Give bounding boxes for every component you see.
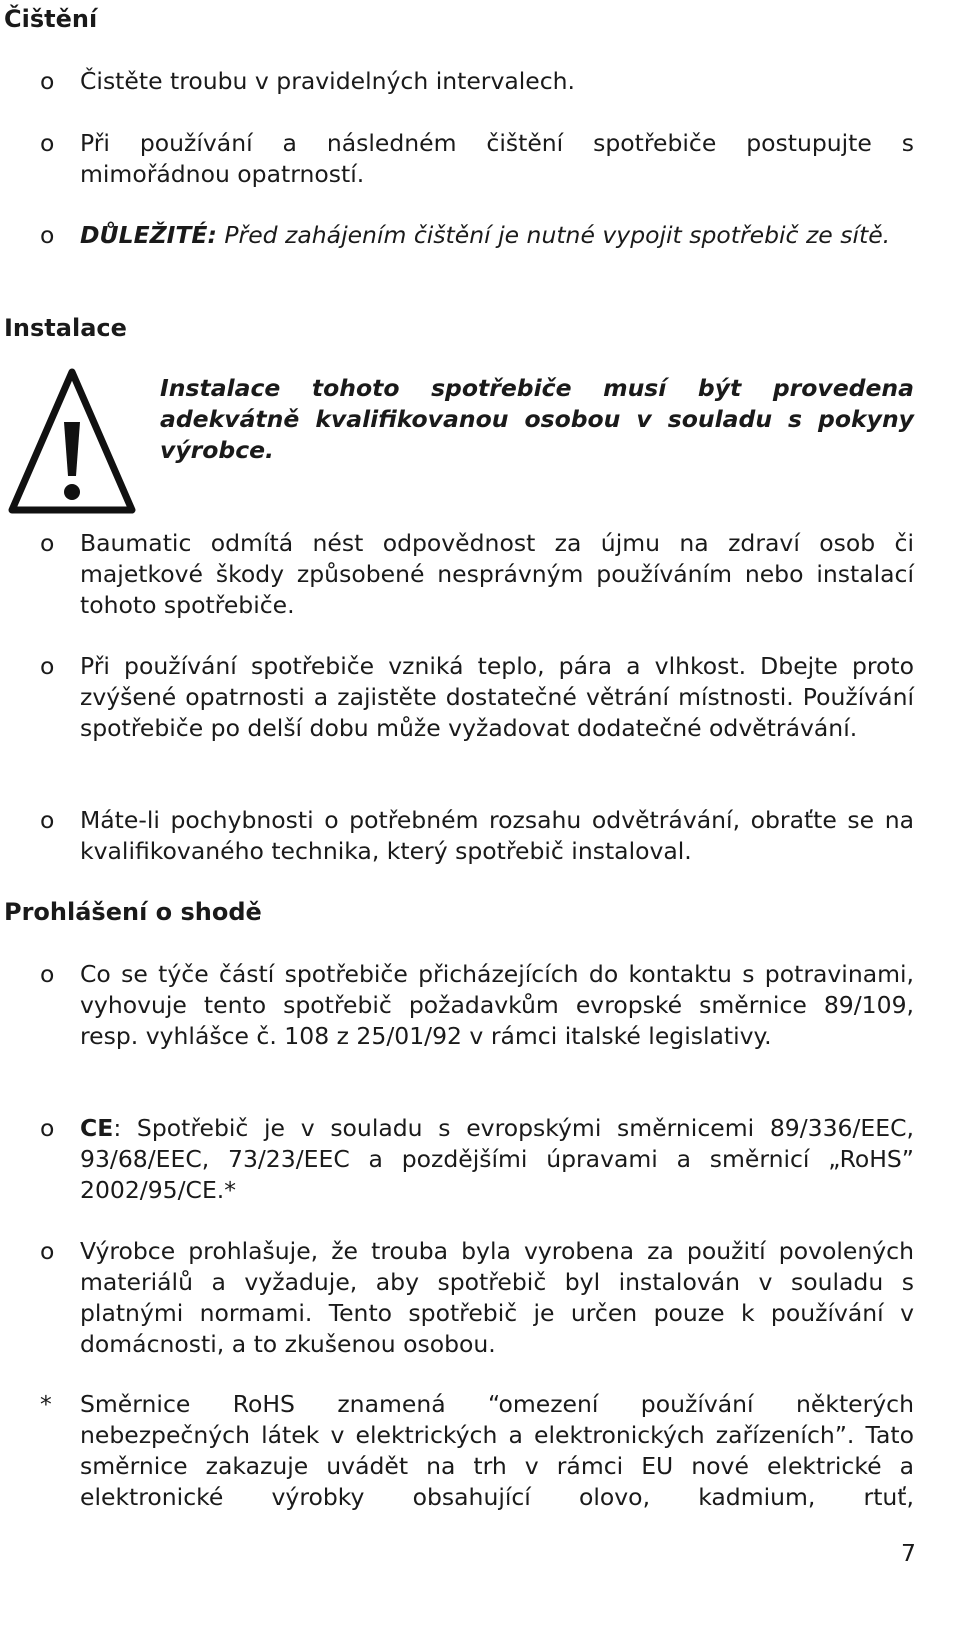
installation-item-1: Baumatic odmítá nést odpovědnost za újmu na zdraví osob či majetkové škody způsobené nesprávným používáním nebo instalací tohoto spotřebiče. bbox=[80, 529, 914, 619]
heading-cleaning: Čištění bbox=[4, 5, 98, 33]
bullet-marker: o bbox=[40, 1114, 55, 1142]
cleaning-item-2: Při používání a následném čištění spotřebiče postupujte s mimořádnou opatrností. bbox=[80, 129, 914, 188]
warning-triangle-icon bbox=[8, 368, 136, 514]
declaration-item-3: Výrobce prohlašuje, že trouba byla vyrobena za použití povolených materiálů a vyžaduje, aby spotřebič byl instalován v souladu s platnými normami. Tento spotřebič je určen pouze k používání v domácnosti, a to zkušenou osobou. bbox=[80, 1237, 914, 1358]
bullet-marker: o bbox=[40, 221, 55, 249]
bullet-marker: o bbox=[40, 67, 55, 95]
heading-declaration: Prohlášení o shodě bbox=[4, 898, 262, 926]
bullet-marker: o bbox=[40, 652, 55, 680]
bullet-marker: o bbox=[40, 129, 55, 157]
installation-item-3: Máte-li pochybnosti o potřebném rozsahu odvětrávání, obraťte se na kvalifikovaného technika, který spotřebič instaloval. bbox=[80, 806, 914, 865]
bullet-marker: o bbox=[40, 1237, 55, 1265]
ce-label: CE bbox=[80, 1114, 114, 1142]
installation-item-2: Při používání spotřebiče vzniká teplo, pára a vlhkost. Dbejte proto zvýšené opatrnosti a zajistěte dostatečné větrání místnosti. Používání spotřebiče po delší dobu může vyžadovat dodatečné odvětrávání. bbox=[80, 652, 914, 742]
bullet-marker: o bbox=[40, 960, 55, 988]
cleaning-item-3: DŮLEŽITÉ: Před zahájením čištění je nutné vypojit spotřebič ze sítě. bbox=[80, 221, 891, 249]
declaration-item-2: CE: Spotřebič je v souladu s evropskými směrnicemi 89/336/EEC, 93/68/EEC, 73/23/EEC a pozdějšími úpravami a směrnicí „RoHS” 2002/95/CE.* bbox=[80, 1114, 914, 1204]
heading-installation: Instalace bbox=[4, 314, 127, 342]
important-label: DŮLEŽITÉ: bbox=[80, 221, 217, 249]
footnote-marker: * bbox=[40, 1390, 52, 1418]
installation-warning: Instalace tohoto spotřebiče musí být provedena adekvátně kvalifikovanou osobou v souladu s pokyny výrobce. bbox=[160, 374, 914, 464]
declaration-item-1: Co se týče částí spotřebiče přicházejících do kontaktu s potravinami, vyhovuje tento spotřebič požadavkům evropské směrnice 89/109, resp. vyhlášce č. 108 z 25/01/92 v rámci italské legislativy. bbox=[80, 960, 914, 1050]
footnote-text: Směrnice RoHS znamená “omezení používání některých nebezpečných látek v elektrických a elektronických zařízeních”. Tato směrnice zakazuje uvádět na trh v rámci EU nové elektrické a elektronické výrobky obsahující olovo, kadmium, rtuť, bbox=[80, 1390, 914, 1511]
bullet-marker: o bbox=[40, 529, 55, 557]
bullet-marker: o bbox=[40, 806, 55, 834]
page-number: 7 bbox=[901, 1539, 916, 1567]
cleaning-item-1: Čistěte troubu v pravidelných intervalech. bbox=[80, 67, 576, 95]
